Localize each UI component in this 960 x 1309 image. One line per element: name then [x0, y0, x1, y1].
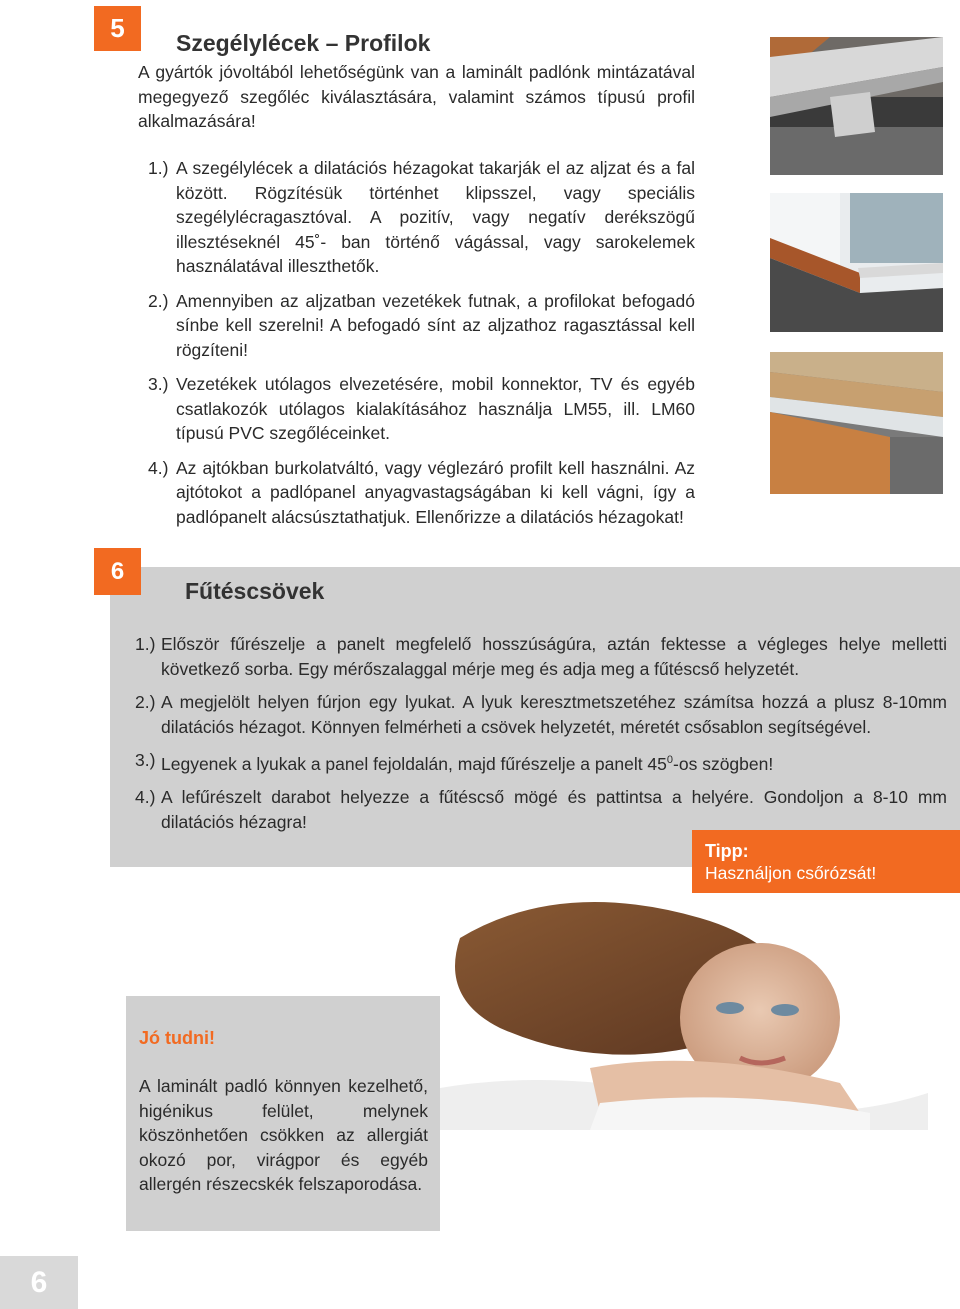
- tip-box: [692, 830, 960, 893]
- section-6-number-text: 6: [110, 557, 125, 585]
- section-5-title: Szegélylécek – Profilok: [176, 30, 431, 56]
- tip-text: Használjon csőrózsát!: [705, 863, 877, 883]
- list-item: 3.) Legyenek a lyukak a panel fejoldalán, majd fűrészelje a panelt $45^0-os$ szögben!: [135, 750, 774, 774]
- section-5-list: [148, 156, 695, 529]
- list-item: 1.) Először fűrészelje a panelt megfelelő hosszúságúra, aztán fektesse a végleges helye melletti következő sorba. Egy mérőszalaggal mérje meg és adja meg a fűtéscső helyzetét.: [135, 634, 947, 679]
- profile-photo-2: [770, 193, 943, 332]
- list-item: 4.) Az ajtókban burkolatváltó, vagy véglezáró profilt kell használni. Az ajtótokot a padlópanel anyagvastagságában ki kell vágni, így a padlópanelt alácsúsztathatjuk. Ellenőrizze a dilatációs hézagokat!: [148, 457, 695, 527]
- tip-heading: Tipp:: [705, 841, 749, 861]
- good-to-know-box: [126, 996, 440, 1231]
- section-5-number-text: 5: [110, 13, 125, 43]
- section-6-number: [94, 548, 141, 595]
- list-item: 2.) Amennyiben az aljzatban vezetékek futnak, a profilokat befogadó sínbe kell szerelni! A befogadó sínt az aljzathoz ragasztással kell rögzíteni!: [148, 290, 695, 360]
- good-to-know-text: A laminált padló könnyen kezelhető, higénikus felület, melynek köszönhetően csökken az allergiát okozó por, virágpor és egyéb allergén részecskék felszaporodása.: [139, 1076, 428, 1194]
- profile-photo-1: [770, 37, 943, 175]
- list-item: 3.) Vezetékek utólagos elvezetésére, mobil konnektor, TV és egyéb csatlakozók utólagos kialakításához használja LM55, ill. LM60 típusú PVC szegőléceinket.: [148, 374, 695, 443]
- profile-photo-3: [770, 352, 943, 494]
- page-number-box: [0, 1256, 78, 1309]
- list-item: 1.) A szegélylécek a dilatációs hézagokat takarják el az aljzat és a fal között. Rögzítésük történhet klipsszel, vagy speciális szegélylécragasztóval. A pozitív, vagy negatív derékszögű illesztéseknél 45˚- ban történő vágással, vagy sarokelemek használatával illeszthetők.: [148, 158, 695, 276]
- section-6-list: [135, 632, 947, 834]
- page-number: 6: [30, 1265, 48, 1299]
- section-6-title: Fűtéscsövek: [185, 578, 325, 604]
- good-to-know-heading: Jó tudni!: [139, 1028, 215, 1048]
- section-5-intro: A gyártók jóvoltából lehetőségünk van a laminált padlónk mintázatával megegyező szegőléc kiválasztására, valamint számos típusú profil alkalmazására!: [138, 62, 695, 131]
- list-item: 2.) A megjelölt helyen fúrjon egy lyukat. A lyuk keresztmetszetéhez számítsa hozzá a plusz 8-10mm dilatációs hézagot. Könnyen felmérheti a csövek helyzetét, méretét csősablon segítségével.: [135, 692, 947, 737]
- section-5-number: [94, 6, 141, 51]
- woman-photo: [440, 898, 928, 1130]
- list-item: 4.) A lefűrészelt darabot helyezze a fűtéscső mögé és pattintsa a helyére. Gondoljon a 8-10 mm dilatációs hézagra!: [135, 787, 947, 832]
